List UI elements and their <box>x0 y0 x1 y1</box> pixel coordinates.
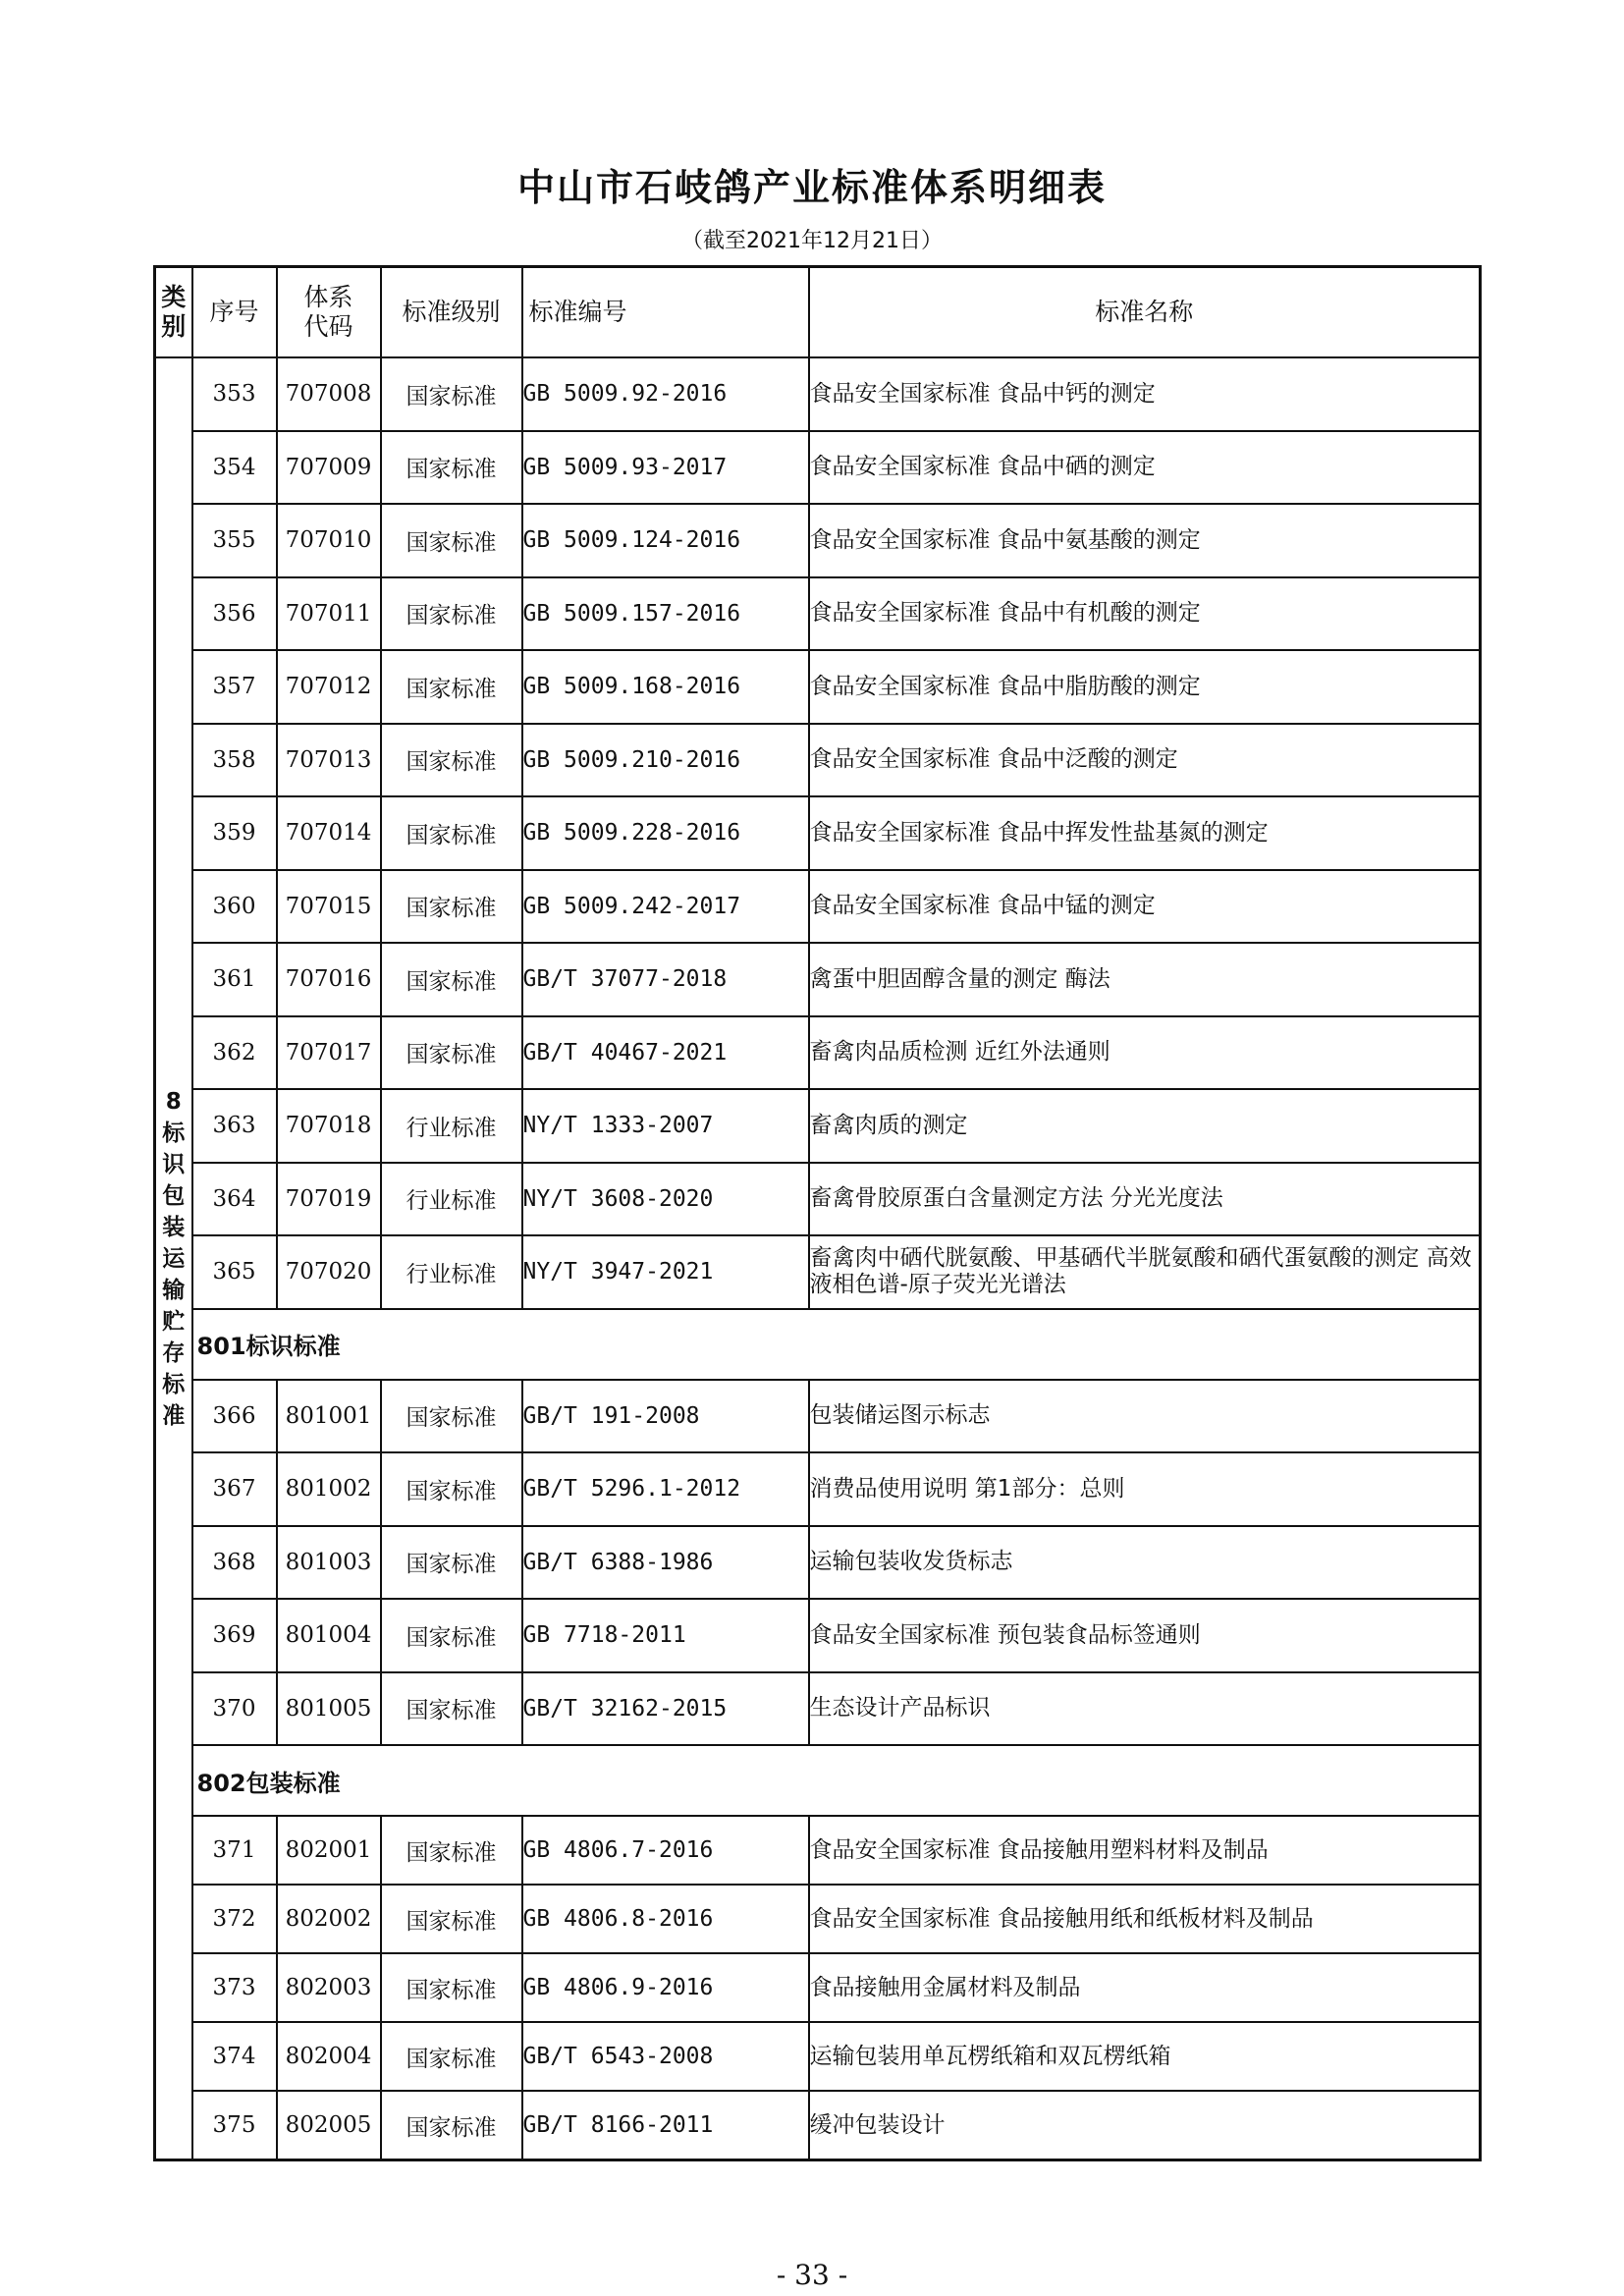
page-title: 中山市石岐鸽产业标准体系明细表 <box>516 166 1107 209</box>
name-cell: 食品安全国家标准 预包装食品标签通则 <box>809 1599 1481 1672</box>
code-cell: 707015 <box>277 870 381 944</box>
number-cell: GB/T 32162-2015 <box>522 1672 809 1746</box>
level-cell: 行业标准 <box>381 1163 522 1236</box>
table-row <box>155 1452 1481 1526</box>
section-row <box>155 1745 1481 1816</box>
level-cell: 行业标准 <box>381 1235 522 1309</box>
standards-table <box>153 265 1482 2161</box>
header-number: 标准编号 <box>522 267 809 358</box>
level-cell: 国家标准 <box>381 796 522 870</box>
number-cell: GB 5009.242-2017 <box>522 870 809 944</box>
table-row <box>155 2022 1481 2091</box>
level-cell: 行业标准 <box>381 1089 522 1163</box>
number-cell: GB/T 8166-2011 <box>522 2091 809 2160</box>
level-cell: 国家标准 <box>381 1380 522 1453</box>
code-cell: 707013 <box>277 724 381 797</box>
code-cell: 801003 <box>277 1526 381 1600</box>
level-cell: 国家标准 <box>381 1016 522 1090</box>
table-row <box>155 1163 1481 1236</box>
number-cell: GB 7718-2011 <box>522 1599 809 1672</box>
table-row <box>155 577 1481 651</box>
table-row <box>155 1953 1481 2022</box>
name-cell: 畜禽骨胶原蛋白含量测定方法 分光光度法 <box>809 1163 1481 1236</box>
code-cell: 707018 <box>277 1089 381 1163</box>
level-cell: 国家标准 <box>381 1885 522 1953</box>
header-level: 标准级别 <box>381 267 522 358</box>
level-cell: 国家标准 <box>381 943 522 1016</box>
name-cell: 食品安全国家标准 食品中硒的测定 <box>809 431 1481 505</box>
name-cell: 消费品使用说明 第1部分：总则 <box>809 1452 1481 1526</box>
level-cell: 国家标准 <box>381 357 522 431</box>
name-cell: 禽蛋中胆固醇含量的测定 酶法 <box>809 943 1481 1016</box>
table-row <box>155 357 1481 431</box>
seq-cell: 354 <box>192 431 277 505</box>
table-row <box>155 724 1481 797</box>
level-cell: 国家标准 <box>381 870 522 944</box>
level-cell: 国家标准 <box>381 1526 522 1600</box>
code-cell: 802001 <box>277 1816 381 1885</box>
level-cell: 国家标准 <box>381 577 522 651</box>
code-cell: 707020 <box>277 1235 381 1309</box>
table-row <box>155 1380 1481 1453</box>
seq-cell: 357 <box>192 650 277 724</box>
number-cell: GB/T 6388-1986 <box>522 1526 809 1600</box>
table-row <box>155 1016 1481 1090</box>
seq-cell: 369 <box>192 1599 277 1672</box>
name-cell: 运输包装用单瓦楞纸箱和双瓦楞纸箱 <box>809 2022 1481 2091</box>
level-cell: 国家标准 <box>381 431 522 505</box>
name-cell: 缓冲包装设计 <box>809 2091 1481 2160</box>
number-cell: NY/T 1333-2007 <box>522 1089 809 1163</box>
table-header-row <box>155 267 1481 358</box>
seq-cell: 374 <box>192 2022 277 2091</box>
code-cell: 802004 <box>277 2022 381 2091</box>
level-cell: 国家标准 <box>381 1672 522 1746</box>
code-cell: 707017 <box>277 1016 381 1090</box>
name-cell: 食品安全国家标准 食品中泛酸的测定 <box>809 724 1481 797</box>
name-cell: 包装储运图示标志 <box>809 1380 1481 1453</box>
name-cell: 畜禽肉中硒代胱氨酸、甲基硒代半胱氨酸和硒代蛋氨酸的测定 高效液相色谱-原子荧光光谱法 <box>809 1235 1481 1309</box>
level-cell: 国家标准 <box>381 2022 522 2091</box>
seq-cell: 370 <box>192 1672 277 1746</box>
table-row <box>155 1885 1481 1953</box>
category-cell <box>155 357 192 2160</box>
table-row <box>155 504 1481 577</box>
page-subtitle: （截至2021年12月21日） <box>681 229 943 253</box>
level-cell: 国家标准 <box>381 1953 522 2022</box>
number-cell: GB/T 6543-2008 <box>522 2022 809 2091</box>
code-cell: 707019 <box>277 1163 381 1236</box>
code-cell: 707010 <box>277 504 381 577</box>
header-category: 类别 <box>155 267 192 358</box>
number-cell: GB 4806.7-2016 <box>522 1816 809 1885</box>
seq-cell: 364 <box>192 1163 277 1236</box>
table-row <box>155 1526 1481 1600</box>
seq-cell: 366 <box>192 1380 277 1453</box>
level-cell: 国家标准 <box>381 504 522 577</box>
seq-cell: 355 <box>192 504 277 577</box>
number-cell: GB 5009.124-2016 <box>522 504 809 577</box>
seq-cell: 361 <box>192 943 277 1016</box>
table-row <box>155 870 1481 944</box>
name-cell: 食品接触用金属材料及制品 <box>809 1953 1481 2022</box>
number-cell: GB 5009.92-2016 <box>522 357 809 431</box>
seq-cell: 353 <box>192 357 277 431</box>
seq-cell: 371 <box>192 1816 277 1885</box>
number-cell: GB/T 40467-2021 <box>522 1016 809 1090</box>
level-cell: 国家标准 <box>381 1599 522 1672</box>
number-cell: GB 5009.93-2017 <box>522 431 809 505</box>
seq-cell: 356 <box>192 577 277 651</box>
level-cell: 国家标准 <box>381 1452 522 1526</box>
number-cell: GB 4806.9-2016 <box>522 1953 809 2022</box>
seq-cell: 363 <box>192 1089 277 1163</box>
table-row <box>155 796 1481 870</box>
number-cell: GB/T 37077-2018 <box>522 943 809 1016</box>
table-row <box>155 1816 1481 1885</box>
level-cell: 国家标准 <box>381 1816 522 1885</box>
code-cell: 802005 <box>277 2091 381 2160</box>
number-cell: GB 4806.8-2016 <box>522 1885 809 1953</box>
name-cell: 生态设计产品标识 <box>809 1672 1481 1746</box>
number-cell: GB/T 191-2008 <box>522 1380 809 1453</box>
seq-cell: 362 <box>192 1016 277 1090</box>
code-cell: 707011 <box>277 577 381 651</box>
name-cell: 食品安全国家标准 食品中氨基酸的测定 <box>809 504 1481 577</box>
code-cell: 707016 <box>277 943 381 1016</box>
page-number: - 33 - <box>776 2259 848 2291</box>
table-row <box>155 1672 1481 1746</box>
code-cell: 801002 <box>277 1452 381 1526</box>
seq-cell: 367 <box>192 1452 277 1526</box>
code-cell: 801001 <box>277 1380 381 1453</box>
code-cell: 707008 <box>277 357 381 431</box>
section-801-label: 801标识标准 <box>192 1309 1481 1380</box>
level-cell: 国家标准 <box>381 2091 522 2160</box>
code-cell: 707014 <box>277 796 381 870</box>
seq-cell: 358 <box>192 724 277 797</box>
header-name: 标准名称 <box>809 267 1481 358</box>
seq-cell: 360 <box>192 870 277 944</box>
seq-cell: 368 <box>192 1526 277 1600</box>
number-cell: GB/T 5296.1-2012 <box>522 1452 809 1526</box>
table-row <box>155 1599 1481 1672</box>
seq-cell: 359 <box>192 796 277 870</box>
table-row <box>155 650 1481 724</box>
name-cell: 畜禽肉品质检测 近红外法通则 <box>809 1016 1481 1090</box>
table-row <box>155 1235 1481 1309</box>
table-row <box>155 431 1481 505</box>
name-cell: 食品安全国家标准 食品接触用塑料材料及制品 <box>809 1816 1481 1885</box>
section-802-label: 802包装标准 <box>192 1745 1481 1816</box>
number-cell: GB 5009.157-2016 <box>522 577 809 651</box>
table-row <box>155 1089 1481 1163</box>
code-cell: 802003 <box>277 1953 381 2022</box>
name-cell: 食品安全国家标准 食品中有机酸的测定 <box>809 577 1481 651</box>
category-label: 8标识包装运输贮存标准 <box>162 1088 186 1429</box>
section-row <box>155 1309 1481 1380</box>
number-cell: GB 5009.168-2016 <box>522 650 809 724</box>
number-cell: GB 5009.228-2016 <box>522 796 809 870</box>
header-seq: 序号 <box>192 267 277 358</box>
name-cell: 运输包装收发货标志 <box>809 1526 1481 1600</box>
header-code: 体系代码 <box>277 267 381 358</box>
seq-cell: 372 <box>192 1885 277 1953</box>
code-cell: 707009 <box>277 431 381 505</box>
name-cell: 食品安全国家标准 食品中钙的测定 <box>809 357 1481 431</box>
level-cell: 国家标准 <box>381 724 522 797</box>
seq-cell: 365 <box>192 1235 277 1309</box>
code-cell: 801005 <box>277 1672 381 1746</box>
number-cell: NY/T 3608-2020 <box>522 1163 809 1236</box>
seq-cell: 373 <box>192 1953 277 2022</box>
name-cell: 食品安全国家标准 食品中挥发性盐基氮的测定 <box>809 796 1481 870</box>
name-cell: 食品安全国家标准 食品中锰的测定 <box>809 870 1481 944</box>
number-cell: NY/T 3947-2021 <box>522 1235 809 1309</box>
name-cell: 畜禽肉质的测定 <box>809 1089 1481 1163</box>
name-cell: 食品安全国家标准 食品接触用纸和纸板材料及制品 <box>809 1885 1481 1953</box>
number-cell: GB 5009.210-2016 <box>522 724 809 797</box>
seq-cell: 375 <box>192 2091 277 2160</box>
code-cell: 801004 <box>277 1599 381 1672</box>
code-cell: 802002 <box>277 1885 381 1953</box>
name-cell: 食品安全国家标准 食品中脂肪酸的测定 <box>809 650 1481 724</box>
table-row <box>155 2091 1481 2160</box>
table-row <box>155 943 1481 1016</box>
level-cell: 国家标准 <box>381 650 522 724</box>
code-cell: 707012 <box>277 650 381 724</box>
